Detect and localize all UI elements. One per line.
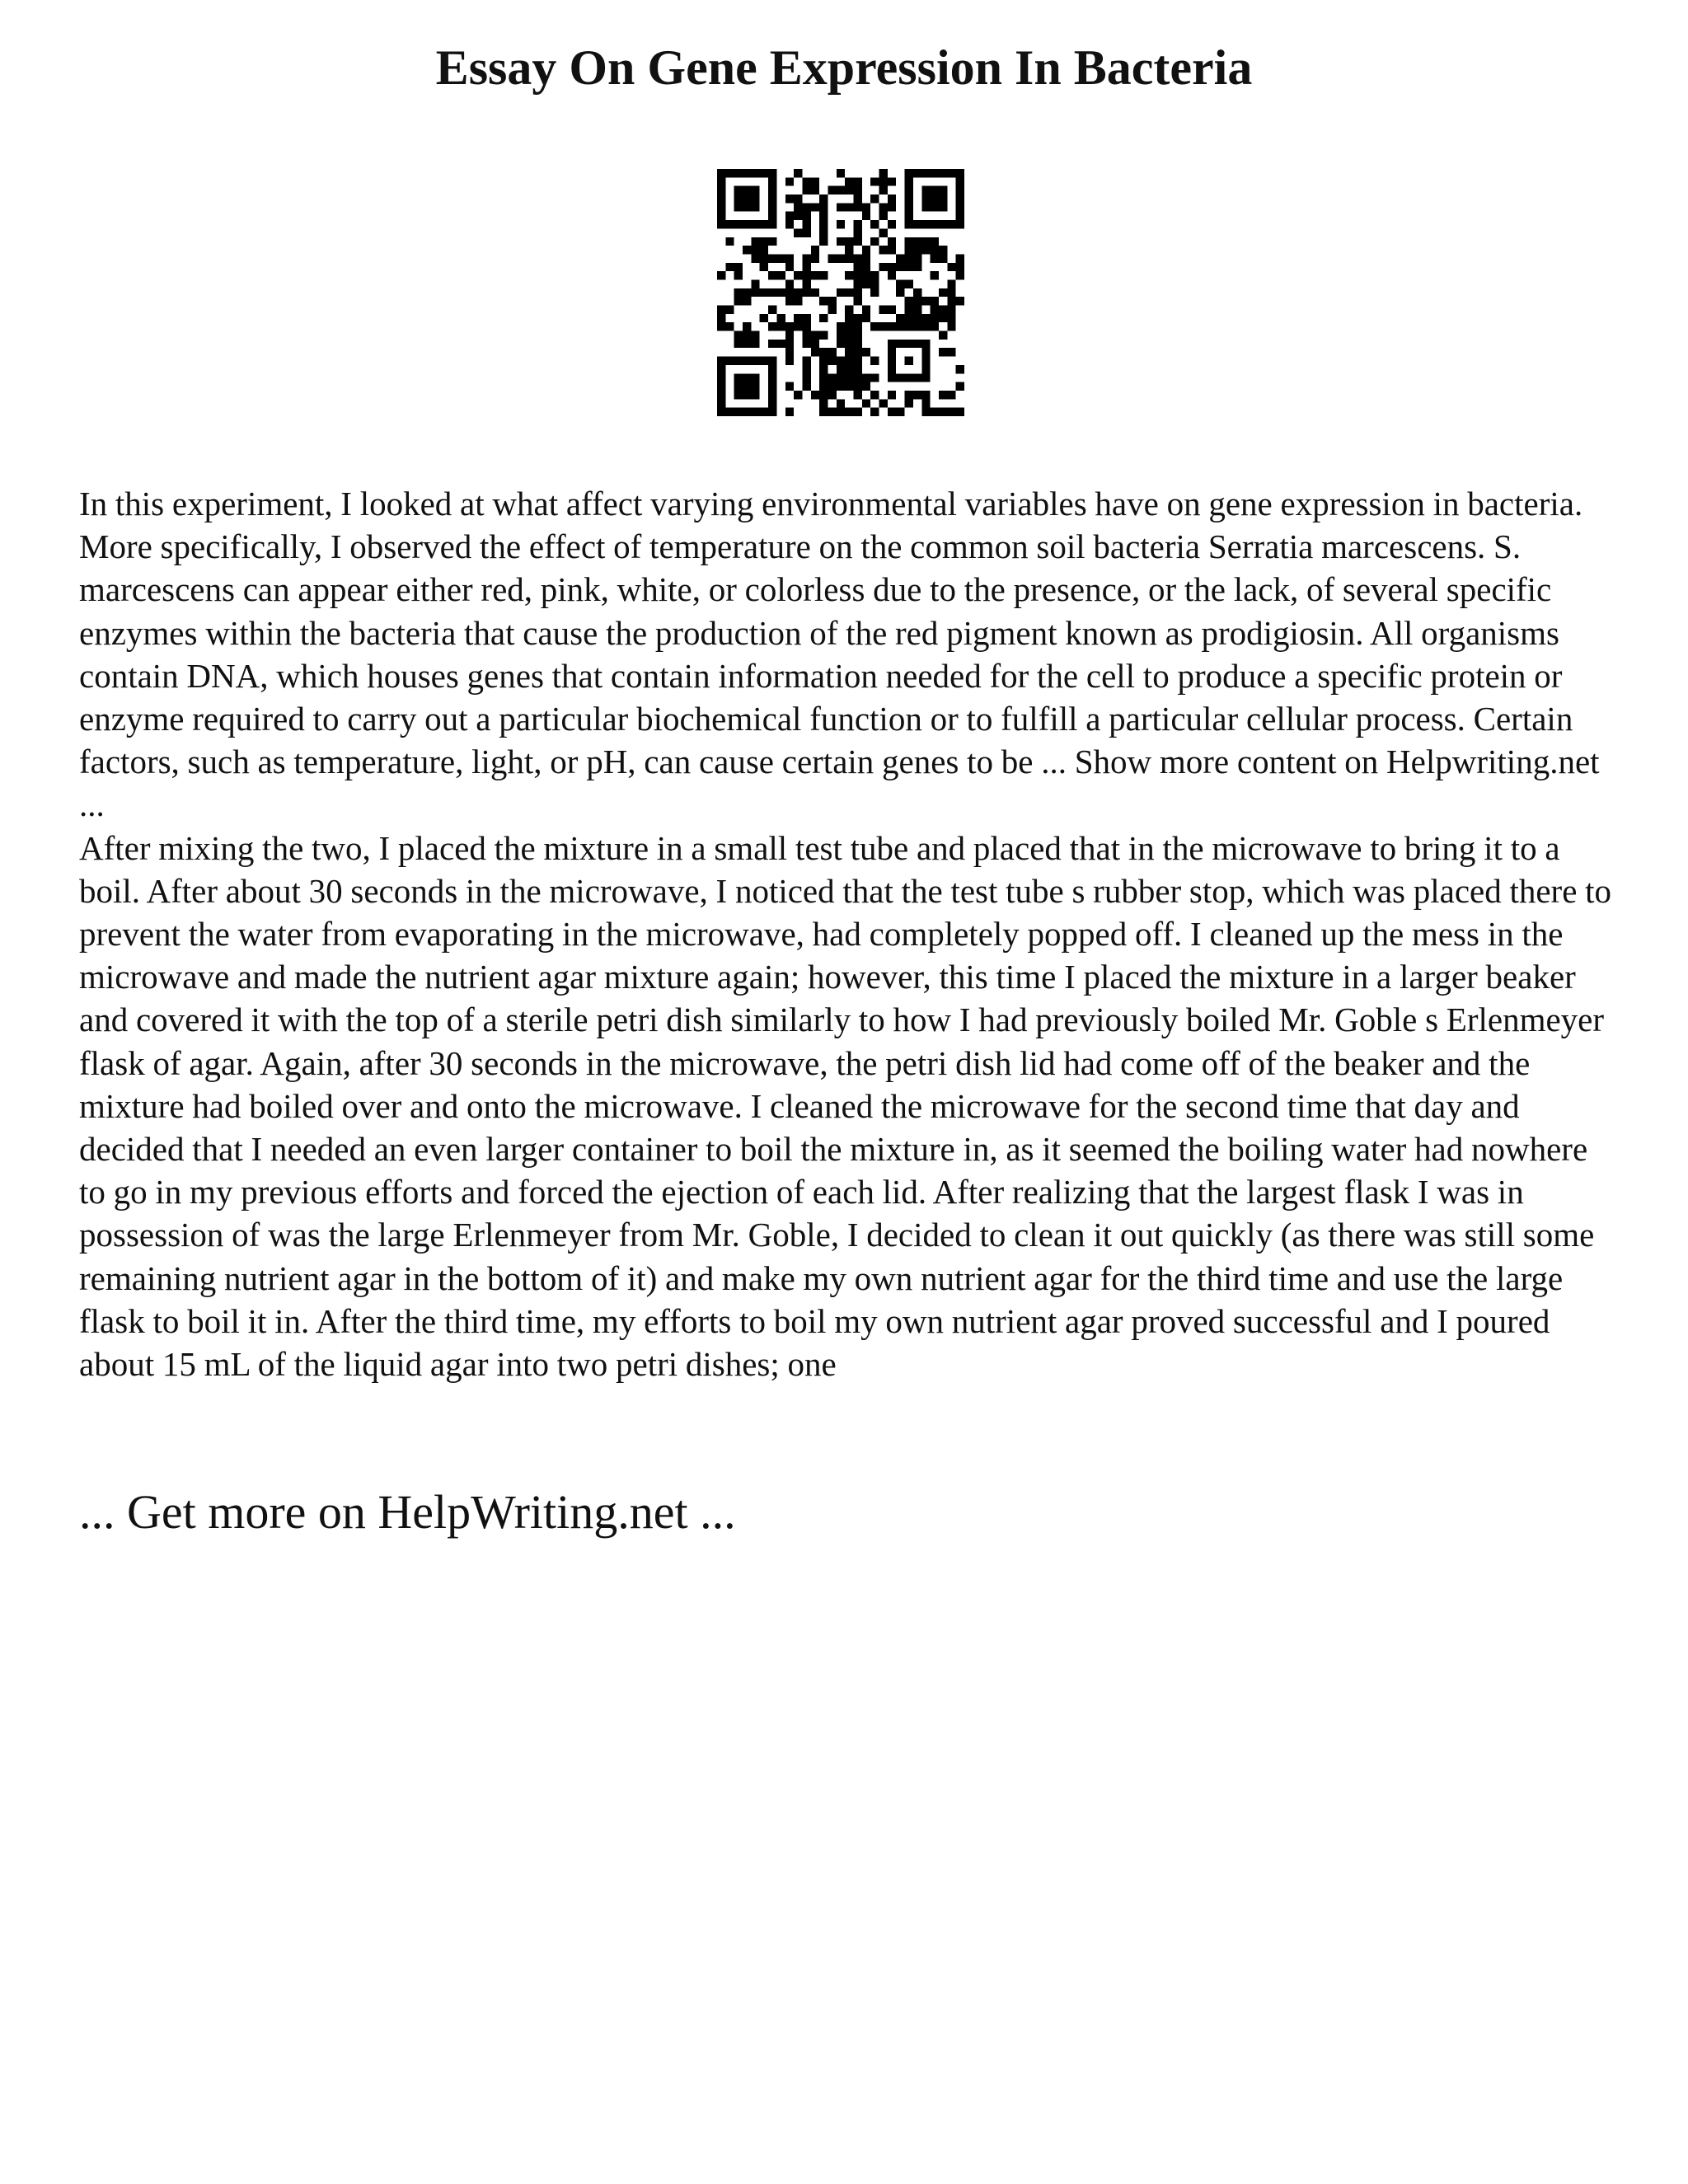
- essay-body: [79, 482, 1620, 1385]
- page-title: Essay On Gene Expression In Bacteria: [435, 40, 1253, 95]
- get-more-link[interactable]: ... Get more on HelpWriting.net ...: [79, 1485, 736, 1539]
- qr-code-icon: [717, 169, 964, 416]
- paragraph: After mixing the two, I placed the mixture in a small test tube and placed that in the microwave to bring it to a boil. After about 30 seconds in the microwave, I noticed that the test tube s rubber stop, which was placed there to prevent the water from evaporating in the microwave, had completely popped off. I cleaned up the mess in the microwave and made the nutrient agar mixture again; however, this time I placed the mixture in a larger beaker and covered it with the top of a sterile petri dish similarly to how I had previously boiled Mr. Goble s Erlenmeyer flask of agar. Again, after 30 seconds in the microwave, the petri dish lid had come off of the beaker and the mixture had boiled over and onto the microwave. I cleaned the microwave for the second time that day and decided that I needed an even larger container to boil the mixture in, as it seemed the boiling water had nowhere to go in my previous efforts and forced the ejection of each lid. After realizing that the largest flask I was in possession of was the large Erlenmeyer from Mr. Goble, I decided to clean it out quickly (as there was still some remaining nutrient agar in the bottom of it) and make my own nutrient agar for the third time and use the large flask to boil it in. After the third time, my efforts to boil my own nutrient agar proved successful and I poured about 15 mL of the liquid agar into two petri dishes; one: [79, 828, 1612, 1384]
- paragraph: In this experiment, I looked at what affect varying environmental variables have on gene expression in bacteria. More specifically, I observed the effect of temperature on the common soil bacteria Serratia marcescens. S. marcescens can appear either red, pink, white, or colorless due to the presence, or the lack, of several specific enzymes within the bacteria that cause the production of the red pigment known as prodigiosin. All organisms contain DNA, which houses genes that contain information needed for the cell to produce a specific protein or enzyme required to carry out a particular biochemical function or to fulfill a particular cellular process. Certain factors, such as temperature, light, or pH, can cause certain genes to be ... Show more content on Helpwriting.net ...: [79, 485, 1600, 824]
